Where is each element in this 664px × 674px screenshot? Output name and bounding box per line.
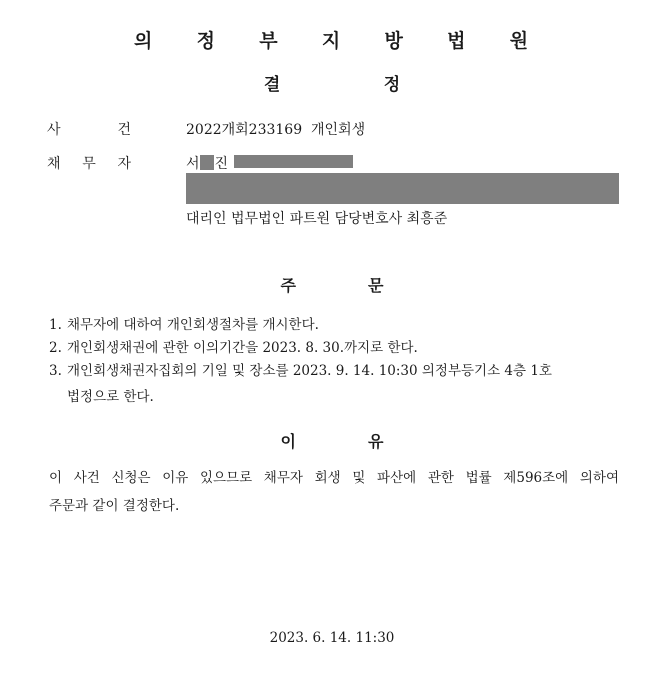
case-label (47, 119, 131, 139)
order-heading (0, 273, 664, 296)
order-item-text: 채무자에 대하여 개인회생절차를 개시한다. (67, 317, 319, 333)
debtor-label-char: 자 (117, 156, 131, 172)
order-item-number: 3. (49, 363, 62, 379)
case-label-char: 건 (117, 122, 131, 138)
debtor-label-char: 채 (47, 156, 61, 172)
order-item (49, 360, 619, 382)
court-title-char: 원 (509, 30, 531, 52)
order-item (49, 314, 619, 336)
debtor-name-last: 진 (214, 156, 229, 172)
court-title-char: 정 (196, 30, 217, 52)
reason-heading-char: 이 (280, 432, 296, 451)
court-title (0, 26, 664, 53)
document-type-char: 정 (383, 75, 401, 95)
redaction-name (200, 155, 214, 170)
debtor-agent: 대리인 법무법인 파트원 담당변호사 최흥준 (186, 211, 448, 227)
order-item-text: 개인회생채권에 관한 이의기간을 2023. 8. 30.까지로 한다. (67, 340, 418, 356)
order-item-number: 1. (49, 317, 62, 333)
order-heading-char: 문 (368, 276, 384, 295)
document-date: 2023. 6. 14. 11:30 (269, 630, 395, 646)
redaction-address (186, 173, 619, 204)
reason-line-2: 주문과 같이 결정한다. (49, 498, 180, 514)
order-item-text: 개인회생채권자집회의 기일 및 장소를 2023. 9. 14. 10:30 의정부등기소 4층 1호 (67, 363, 552, 379)
case-type: 개인회생 (311, 122, 366, 138)
debtor-label-char: 무 (82, 156, 96, 172)
court-title-char: 의 (133, 30, 155, 52)
document-type-char: 결 (263, 75, 281, 95)
case-value (186, 119, 365, 139)
document-type (0, 70, 664, 95)
redaction-id (234, 155, 353, 168)
order-item-continuation: 법정으로 한다. (67, 389, 154, 405)
case-label-char: 사 (47, 122, 61, 138)
reason-line-1: 이 사건 신청은 이유 있으므로 채무자 회생 및 파산에 관한 법률 제596조에 의하여 (49, 470, 619, 486)
court-title-char: 법 (447, 30, 468, 52)
order-item-number: 2. (49, 340, 62, 356)
court-title-char: 부 (259, 30, 280, 52)
order-heading-char: 주 (280, 276, 296, 295)
order-item (49, 337, 619, 359)
court-title-char: 지 (321, 30, 343, 52)
reason-heading-char: 유 (368, 432, 384, 451)
court-title-char: 방 (384, 30, 405, 52)
case-number: 2022개회233169 (186, 122, 303, 138)
debtor-label (47, 153, 131, 173)
reason-heading (0, 429, 664, 452)
debtor-name-first: 서 (186, 156, 200, 172)
